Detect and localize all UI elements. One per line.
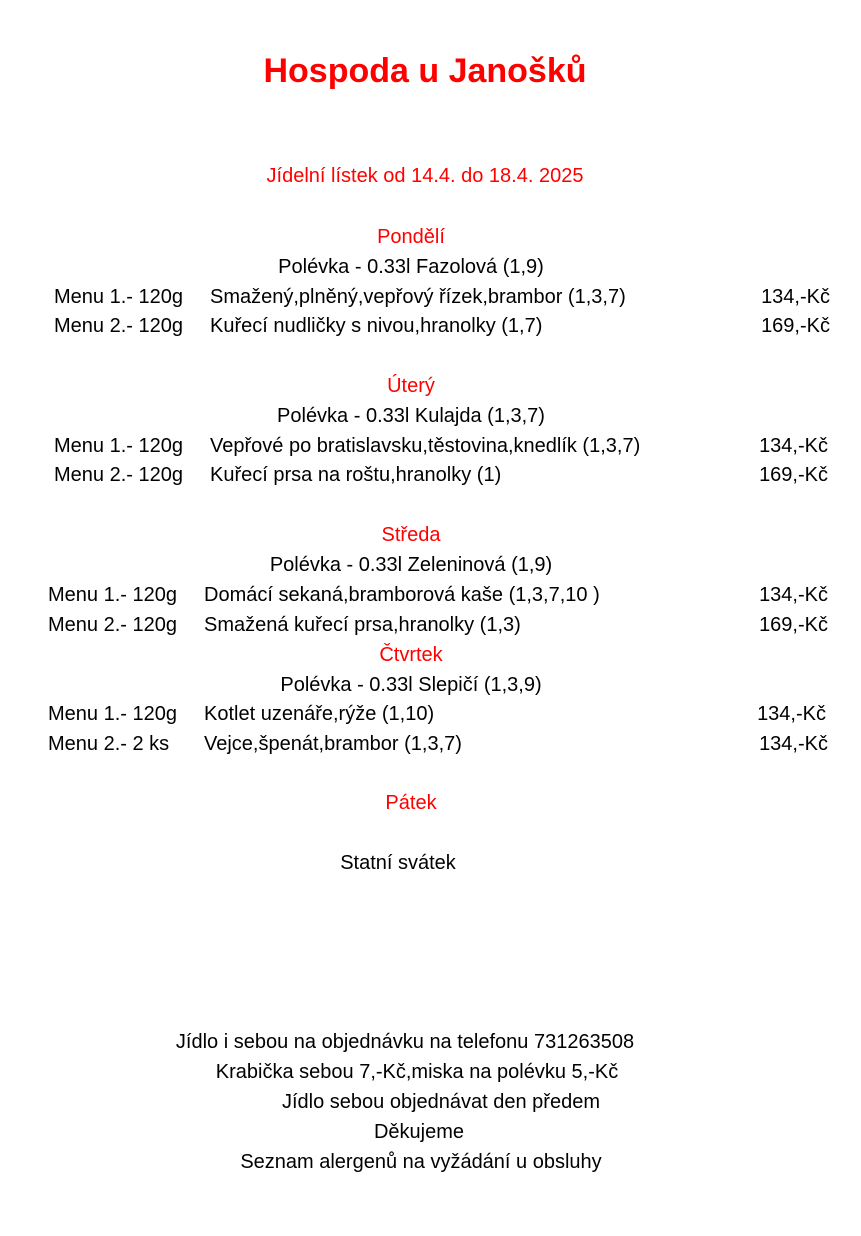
menu-price: 134,-Kč bbox=[761, 286, 830, 308]
menu-dish: Smažená kuřecí prsa,hranolky (1,3) bbox=[204, 614, 521, 636]
menu-price: 169,-Kč bbox=[759, 614, 828, 636]
menu-label: Menu 2.- 120g bbox=[54, 464, 183, 486]
menu-label: Menu 1.- 120g bbox=[48, 584, 177, 606]
menu-label: Menu 1.- 120g bbox=[54, 435, 183, 457]
menu-price: 134,-Kč bbox=[759, 435, 828, 457]
footer-line-phone: Jídlo i sebou na objednávku na telefonu 731263508 bbox=[175, 1031, 635, 1053]
soup-wednesday: Polévka - 0.33l Zeleninová (1,9) bbox=[269, 554, 553, 576]
menu-dish: Smažený,plněný,vepřový řízek,brambor (1,3,7) bbox=[210, 286, 626, 308]
menu-label: Menu 2.- 120g bbox=[48, 614, 177, 636]
menu-label: Menu 1.- 120g bbox=[54, 286, 183, 308]
day-heading-friday: Pátek bbox=[385, 792, 437, 814]
menu-dish: Kuřecí nudličky s nivou,hranolky (1,7) bbox=[210, 315, 543, 337]
menu-label: Menu 1.- 120g bbox=[48, 703, 177, 725]
day-heading-monday: Pondělí bbox=[377, 226, 445, 248]
menu-dish: Domácí sekaná,bramborová kaše (1,3,7,10 ) bbox=[204, 584, 600, 606]
menu-dish: Vepřové po bratislavsku,těstovina,knedlík (1,3,7) bbox=[210, 435, 641, 457]
footer-line-order-ahead: Jídlo sebou objednávat den předem bbox=[281, 1091, 600, 1113]
menu-price: 134,-Kč bbox=[759, 584, 828, 606]
menu-dish: Kotlet uzenáře,rýže (1,10) bbox=[204, 703, 435, 725]
restaurant-title: Hospoda u Janošků bbox=[263, 52, 587, 90]
soup-thursday: Polévka - 0.33l Slepičí (1,3,9) bbox=[280, 674, 542, 696]
menu-price: 134,-Kč bbox=[757, 703, 826, 725]
day-heading-tuesday: Úterý bbox=[387, 375, 435, 397]
footer-line-thanks: Děkujeme bbox=[373, 1121, 465, 1143]
menu-date-range: Jídelní lístek od 14.4. do 18.4. 2025 bbox=[266, 165, 584, 187]
soup-monday: Polévka - 0.33l Fazolová (1,9) bbox=[278, 256, 544, 278]
soup-tuesday: Polévka - 0.33l Kulajda (1,3,7) bbox=[277, 405, 545, 427]
menu-price: 169,-Kč bbox=[759, 464, 828, 486]
day-heading-wednesday: Středa bbox=[381, 524, 441, 546]
menu-price: 169,-Kč bbox=[761, 315, 830, 337]
menu-label: Menu 2.- 2 ks bbox=[48, 733, 170, 755]
day-heading-thursday: Čtvrtek bbox=[379, 644, 443, 666]
holiday-note: Statní svátek bbox=[340, 852, 456, 874]
menu-label: Menu 2.- 120g bbox=[54, 315, 183, 337]
footer-line-packaging: Krabička sebou 7,-Kč,miska na polévku 5,-Kč bbox=[215, 1061, 619, 1083]
footer-line-allergens: Seznam alergenů na vyžádání u obsluhy bbox=[240, 1151, 602, 1173]
menu-dish: Vejce,špenát,brambor (1,3,7) bbox=[204, 733, 462, 755]
menu-dish: Kuřecí prsa na roštu,hranolky (1) bbox=[210, 464, 502, 486]
menu-price: 134,-Kč bbox=[759, 733, 828, 755]
